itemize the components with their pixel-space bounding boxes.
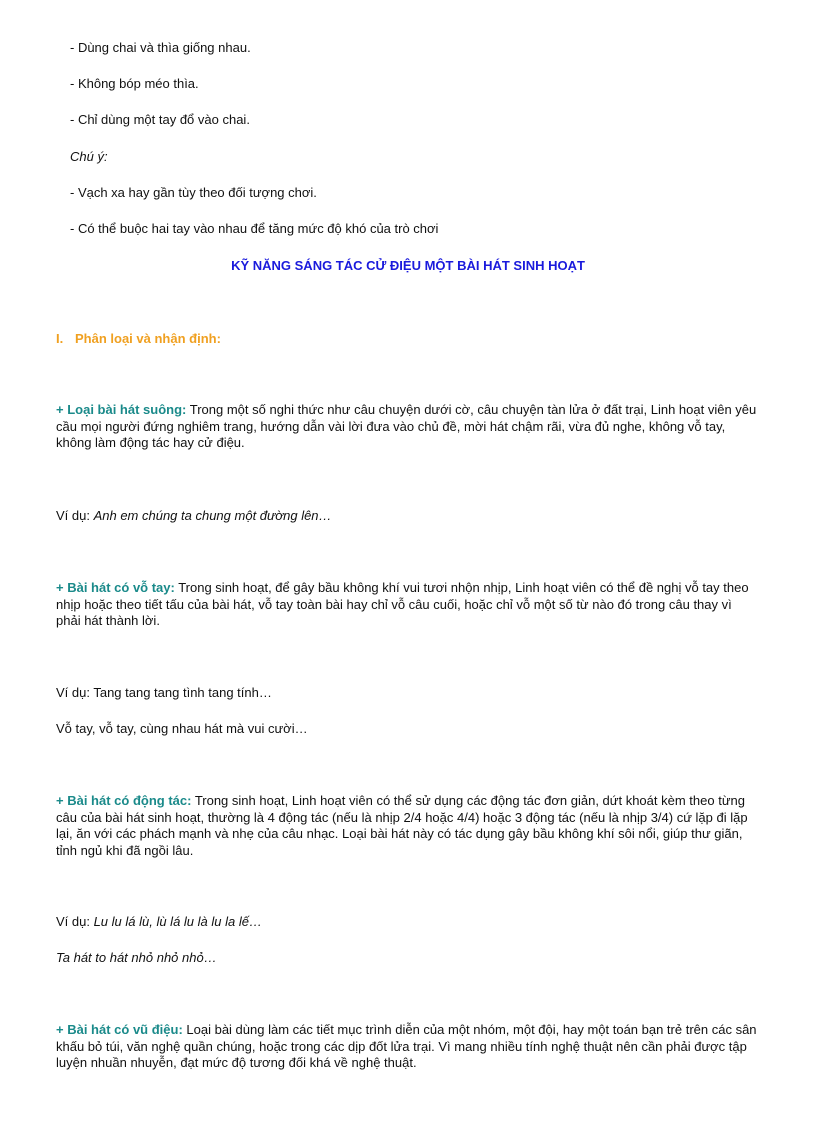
paragraph-line: cầu mọi người đứng nghiêm trang, hướng dẫn vài lời đưa vào chủ đề, mời hát chậm rãi, vừa đủ nghe, không vỗ tay, (56, 418, 726, 434)
example-text: Lu lu lá lù, lù lá lu là lu la lế… (93, 914, 262, 929)
paragraph-line: khấu bỏ túi, văn nghệ quần chúng, hoặc trong các dịp đốt lửa trại. Vì mang nhiều tính nghệ thuật nên cần phải được tập (56, 1038, 747, 1054)
paragraph-line: không làm động tác hay cử điệu. (56, 435, 245, 450)
paragraph-line: câu của bài hát sinh hoạt, thường là 4 động tác (nếu là nhịp 2/4 hoặc 4/4) hoặc 3 động tác (nếu là nhịp 3/4) cứ lặp đi lặp (56, 809, 748, 825)
note-item: - Có thể buộc hai tay vào nhau để tăng mức độ khó của trò chơi (70, 221, 439, 236)
paragraph-line: phải hát thành lời. (56, 613, 160, 628)
type-paragraph (56, 1022, 778, 1072)
example: Ta hát to hát nhỏ nhỏ nhỏ… (56, 950, 217, 965)
paragraph-line: nhịp hoặc theo tiết tấu của bài hát, vỗ tay toàn bài hay chỉ vỗ câu cuối, hoặc chỉ vỗ một số từ nào đó trong câu thay vì (56, 596, 732, 612)
type-paragraph (56, 793, 778, 859)
type-label: + Bài hát có vũ điệu: (56, 1022, 183, 1037)
type-paragraph (56, 580, 778, 630)
example (56, 914, 262, 929)
rule-item: - Dùng chai và thìa giống nhau. (70, 40, 251, 55)
example-text: Anh em chúng ta chung một đường lên… (93, 508, 332, 523)
type-paragraph (56, 402, 778, 452)
example-prefix: Ví dụ: (56, 914, 94, 929)
paragraph-line: Trong sinh hoạt, để gây bầu không khí vui tươi nhộn nhịp, Linh hoạt viên có thể đề nghị vỗ tay theo (174, 580, 749, 595)
example-prefix: Ví dụ: (56, 508, 94, 523)
paragraph-line: lại, ăn với các phách mạnh và nhẹ của câu nhạc. Loại bài hát này có tác dụng gây bầu không khí sôi nổi, giúp thư giãn, (56, 826, 743, 841)
type-label: + Bài hát có động tác: (56, 793, 192, 808)
paragraph-line: Loại bài dùng làm các tiết mục trình diễn của một nhóm, một đội, hay một toán bạn trẻ trên các sân (182, 1022, 757, 1037)
note-item: - Vạch xa hay gần tùy theo đối tượng chơi. (70, 185, 317, 200)
rule-item: - Không bóp méo thìa. (70, 76, 199, 91)
example (56, 508, 332, 523)
type-label: + Bài hát có vỗ tay: (56, 580, 175, 595)
paragraph-line: luyện nhuần nhuyễn, đạt mức độ tương đối khá về nghệ thuật. (56, 1055, 417, 1070)
section-title: Phân loại và nhận định: (75, 331, 221, 346)
type-label: + Loại bài hát suông: (56, 402, 187, 417)
section-number: I. (56, 331, 64, 346)
section-heading (56, 331, 221, 346)
note-label: Chú ý: (70, 149, 108, 164)
paragraph-line: tỉnh ngủ khi đã ngồi lâu. (56, 842, 194, 858)
paragraph-line: Trong một số nghi thức như câu chuyện dưới cờ, câu chuyện tàn lửa ở đất trại, Linh hoạt viên yêu (186, 402, 757, 417)
page-title: KỸ NĂNG SÁNG TÁC CỬ ĐIỆU MỘT BÀI HÁT SINH HOẠT (231, 258, 585, 273)
example: Vỗ tay, vỗ tay, cùng nhau hát mà vui cười… (56, 721, 308, 736)
rule-item: - Chỉ dùng một tay đổ vào chai. (70, 112, 250, 127)
example: Ví dụ: Tang tang tang tình tang tính… (56, 685, 272, 700)
paragraph-line: Trong sinh hoạt, Linh hoạt viên có thể sử dụng các động tác đơn giản, dứt khoát kèm theo từng (191, 793, 745, 808)
